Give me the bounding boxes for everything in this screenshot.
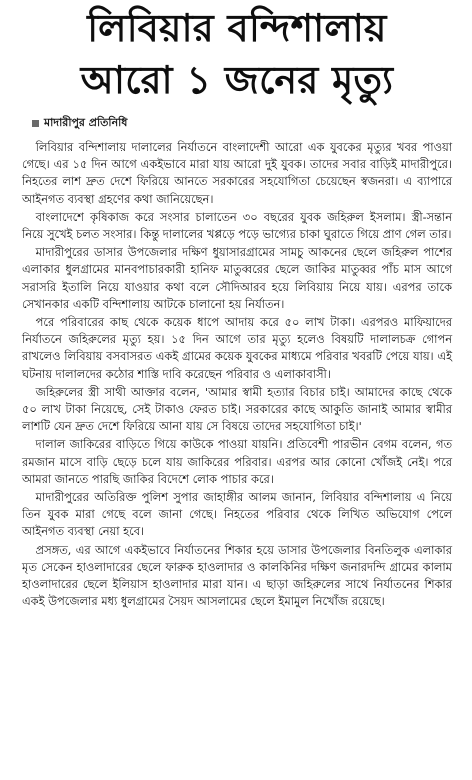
- article-body: [22, 139, 452, 610]
- square-bullet-icon: [32, 120, 39, 127]
- paragraph-1: লিবিয়ার বন্দিশালায় দালালের নির্যাতনে বাংলাদেশী আরো এক যুবকের মৃত্যুর খবর পাওয়া গেছে। এর ১৫ দিন আগে একইভাবে মারা যায় আরো দুই যুবক। তাদের সবার বাড়িই মাদারীপুরে। নিহতের লাশ দ্রুত দেশে ফিরিয়ে আনতে সরকারের সহযোগিতা চেয়েছেন স্বজনরা। এ ব্যাপারে আইনগত ব্যবস্থা গ্রহণের কথা জানিয়েছেন।: [22, 140, 452, 206]
- paragraph-6: দালাল জাকিরের বাড়িতে গিয়ে কাউকে পাওয়া যায়নি। প্রতিবেশী পারভীন বেগম বলেন, গত রমজান মাসে বাড়ি ছেড়ে চলে যায় জাকিরের পরিবার। এরপর আর কোনো খোঁজই নেই। পরে আমরা জানতে পারছি জাকির বিদেশে লোক পাচার করে।: [22, 437, 452, 486]
- byline-text: মাদারীপুর প্রতিনিধি: [44, 116, 128, 129]
- paragraph-4: পরে পরিবারের কাছ থেকে কয়েক ধাপে আদায় করে ৫০ লাখ টাকা। এরপরও মাফিয়াদের নির্যাতনে জহিরুলের মৃত্যু হয়। ১৫ দিন আগে তার মৃত্যু হলেও বিষয়টি দালালচক্র গোপন রাখলেও লিবিয়ায় বসবাসরত একই গ্রামের কয়েক যুবকের মাধ্যমে পরিবার খবরটি পেয়ে যায়। এই ঘটনায় দালালদের কঠোর শাস্তি দাবি করেছেন পরিবার ও এলাকাবাসী।: [22, 315, 452, 381]
- paragraph-5: জহিরুলের স্ত্রী সাথী আক্তার বলেন, 'আমার স্বামী হত্যার বিচার চাই। আমাদের কাছে থেকে ৫০ লাখ টাকা নিয়েছে, সেই টাকাও ফেরত চাই। সরকারের কাছে আকুতি জানাই আমার স্বামীর লাশটি যেন দ্রুত দেশে ফিরিয়ে আনা যায় সে বিষয়ে তাদের সহযোগিতা চাই।': [22, 384, 452, 434]
- paragraph-3: মাদারীপুরের ডাসার উপজেলার দক্ষিণ ধুয়াসারগ্রামের সামচু আকনের ছেলে জহিরুল পাশের এলাকার ধুলগ্রামের মানবপাচারকারী হানিফ মাতুব্বরের ছেলে জাকির মাতুব্বর পাঁচ মাস আগে সরাসরি ইতালি নিয়ে যাওয়ার কথা বলে সৌদিআরব হয়ে লিবিয়ায় নিয়ে যায়। এরপর তাকে সেখানকার একটি বন্দিশালায় আটকে চালানো হয় নির্যাতন।: [22, 245, 452, 311]
- paragraph-2: বাংলাদেশে কৃষিকাজ করে সংসার চালাতেন ৩০ বছরের যুবক জহিরুল ইসলাম। স্ত্রী-সন্তান নিয়ে সুখেই চলত সংসার। কিন্তু দালালের খপ্পড়ে পড়ে ভাগ্যের চাকা ঘুরাতে গিয়ে প্রাণ গেল তার।: [22, 209, 452, 242]
- paragraph-8: প্রসঙ্গত, এর আগে একইভাবে নির্যাতনের শিকার হয়ে ডাসার উপজেলার বিনতিলুক এলাকার মৃত সেকেন হাওলাদারের ছেলে ফারুক হাওলাদার ও কালকিনির দক্ষিণ জনারদন্দি গ্রামের কালাম হাওলাদারের ছেলে ইলিয়াস হাওলাদার মারা যান। এ ছাড়া জহিরুলের সাথে নির্যাতনের শিকার একই উপজেলার মধ্য ধুলগ্রামের সৈয়দ আসলামের ছেলে ইমামুল নিখোঁজ রয়েছে।: [22, 542, 452, 609]
- headline-line-1: লিবিয়ার বন্দিশালায়: [87, 6, 387, 50]
- byline: [32, 114, 452, 133]
- paragraph-7: মাদারীপুরের অতিরিক্ত পুলিশ সুপার জাহাঙ্গীর আলম জানান, লিবিয়ার বন্দিশালায় এ নিয়ে তিন যুবক মারা গেছে বলে জানা গেছে। নিহতের পরিবার থেকে লিখিত অভিযোগ পেলে আইনগত ব্যবস্থা নেয়া হবে।: [22, 490, 452, 539]
- headline-line-2: আরো ১ জনের মৃত্যু: [80, 58, 394, 102]
